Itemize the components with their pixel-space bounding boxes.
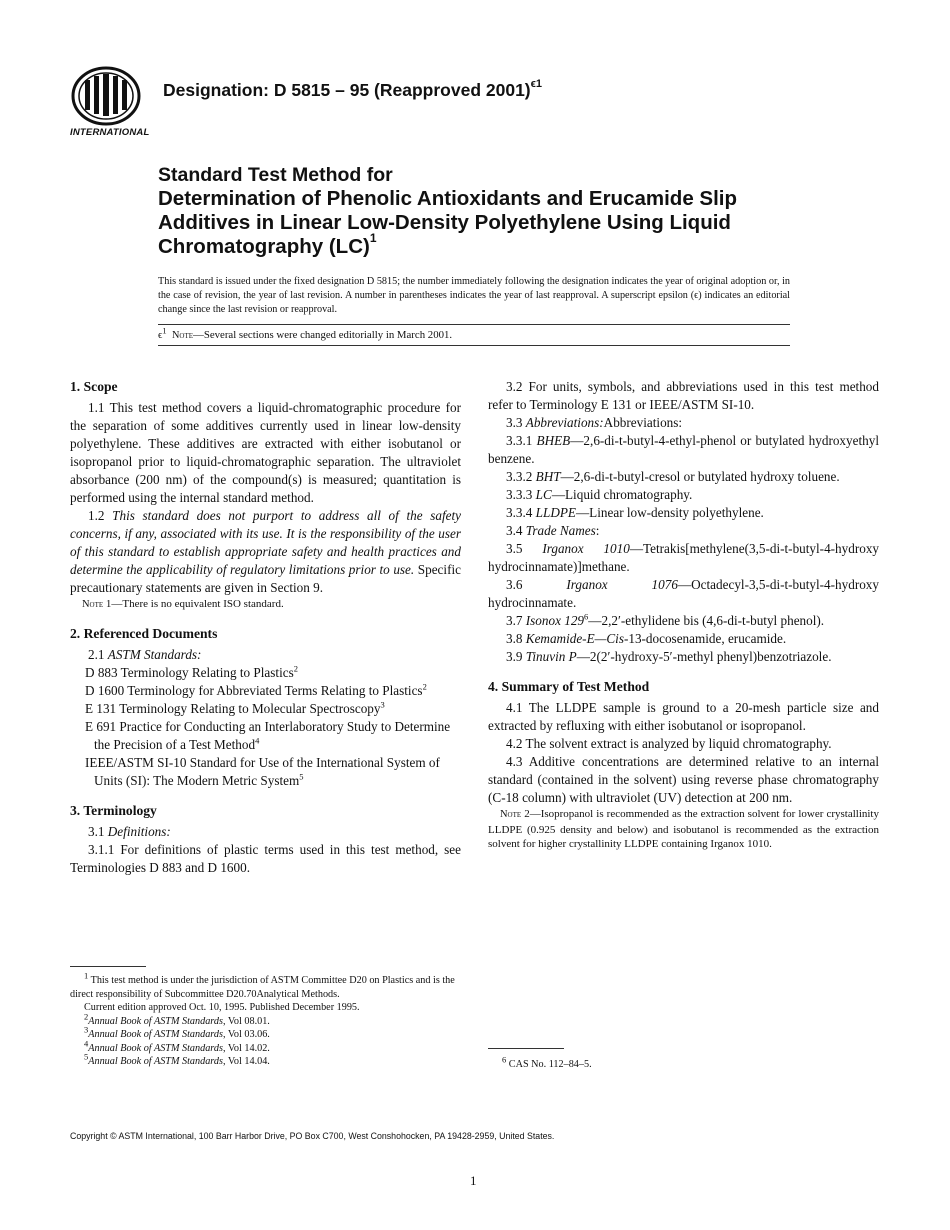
footnote-text: This test method is under the jurisdiction of ASTM Committee D20 on Plastics and is the direct responsibility of Subcommittee D20.70Analytical Methods.: [70, 975, 455, 1000]
left-column: [70, 378, 461, 889]
para-3-4: [488, 522, 879, 540]
footnotes-right: [488, 1054, 879, 1072]
section-scope: [70, 378, 461, 613]
ref-item-text: D 1600 Terminology for Abbreviated Terms Relating to Plastics: [85, 682, 423, 698]
ref-item-sup: 5: [299, 771, 304, 782]
footnote-5: [70, 1051, 461, 1069]
heading-scope: 1. Scope: [70, 379, 118, 394]
para-3-3-italic: Abbreviations:: [525, 415, 604, 430]
abbr-term: BHEB: [536, 433, 571, 448]
editorial-note-text: —Several sections were changed editorially in March 2001.: [193, 329, 453, 341]
title-footnote-ref: 1: [369, 231, 377, 246]
trade-item: [488, 576, 879, 612]
para-2-1-label: ASTM Standards:: [107, 646, 202, 662]
ref-item: [70, 700, 461, 718]
footnote-sup: 2: [84, 1011, 89, 1022]
astm-logo-icon: [68, 66, 150, 128]
title-line-1: Standard Test Method for: [158, 164, 393, 186]
issued-statement: This standard is issued under the fixed designation D 5815; the number immediately following the designation indicates the year of original adoption or, in the case of revision, the year of last revision. A number in parentheses indicates the year of last reapproval. A superscript epsilon (ϵ) indicates an editorial change since the last revision or reapproval.: [158, 276, 790, 315]
ref-item-sup: 3: [380, 699, 385, 710]
ref-item-text: IEEE/ASTM SI-10 Standard for Use of the International System of Units (SI): The Modern Metric System: [85, 754, 440, 788]
ref-item-sup: 2: [422, 681, 427, 692]
footnote-sup: 4: [84, 1038, 89, 1049]
heading-terminology: 3. Terminology: [70, 802, 157, 818]
footnote-3: [70, 1024, 461, 1042]
ref-item-sup: 2: [293, 663, 298, 674]
heading-summary: 4. Summary of Test Method: [488, 679, 650, 694]
abbr-def: —Linear low-density polyethylene.: [575, 505, 764, 520]
note-2-label: Note: [500, 809, 522, 820]
designation-text: Designation: D 5815 – 95 (Reapproved 2001): [163, 80, 531, 100]
para-1-2-italic: This standard does not purport to address all of the safety concerns, if any, associated with its use. It is the responsibility of the user of this standard to establish appropriate safety and health practices and determine the applicability of regulatory limitations prior to use.: [70, 508, 461, 577]
para-3-1-label: Definitions:: [107, 823, 171, 839]
abbr-item: [488, 432, 879, 468]
section-terminology-cont: [488, 378, 879, 666]
abbr-item: [488, 486, 879, 504]
section-summary: [488, 678, 879, 852]
footnote-rest: , Vol 14.02.: [222, 1042, 270, 1054]
trade-term: Kemamide-E—Cis: [525, 631, 624, 646]
abbr-def: —2,6-di-t-butyl-4-ethyl-phenol or butylated hydroxyethyl benzene.: [488, 433, 879, 466]
epsilon-sup: 1: [162, 325, 167, 336]
footnote-text: Annual Book of ASTM Standards: [88, 1015, 223, 1027]
para-1-2-num: 1.2: [88, 508, 113, 523]
para-3-1: [70, 823, 461, 841]
para-4-1: 4.1 The LLDPE sample is ground to a 20-mesh particle size and extracted by refluxing with either isobutanol or isopropanol.: [488, 700, 879, 733]
trade-def: —Octadecyl-3,5-di-t-butyl-4-hydroxy hydrocinnamate.: [488, 577, 879, 610]
footnote-text: CAS No. 112–84–5.: [506, 1059, 592, 1070]
footnote-2: [70, 1011, 461, 1029]
note-label: Note: [172, 330, 194, 341]
abbr-term: BHT: [535, 469, 561, 484]
footnote-text: Annual Book of ASTM Standards: [88, 1029, 223, 1040]
para-2-1-num: 2.1: [88, 646, 108, 662]
trade-def: -13-docosenamide, erucamide.: [623, 631, 787, 646]
title-line-3: Additives in Linear Low-Density Polyethylene Using Liquid: [158, 211, 731, 234]
footnote-sup: 1: [84, 970, 89, 981]
trade-def: —2,2′-ethylidene bis (4,6-di-t-butyl phenol).: [588, 613, 825, 628]
footnote-text: Current edition approved Oct. 10, 1995. Published December 1995.: [84, 1002, 360, 1013]
abbr-num: 3.3.1: [506, 433, 537, 448]
divider-bottom: [158, 345, 790, 346]
title-line-2: Determination of Phenolic Antioxidants and Erucamide Slip: [158, 187, 738, 210]
para-3-3-rest: Abbreviations:: [603, 415, 683, 430]
para-3-3-num: 3.3: [506, 415, 526, 430]
trade-num: 3.8: [506, 631, 526, 646]
para-1-1: 1.1 This test method covers a liquid-chromatographic procedure for the separation of some additives currently used in linear low-density polyethylene. These additives are extracted with either isobutanol or isopropanol prior to liquid-chromatographic separation. The ultraviolet absorbance (200 nm) of the compound(s) is measured; quantitation is performed using the internal standard method.: [70, 400, 461, 505]
trade-sup: 6: [584, 611, 589, 622]
footnote-text: Annual Book of ASTM Standards: [88, 1056, 223, 1067]
heading-referenced: 2. Referenced Documents: [70, 625, 218, 641]
trade-num: 3.5: [506, 541, 543, 556]
ref-item-text: E 131 Terminology Relating to Molecular Spectroscopy: [85, 700, 381, 716]
trade-num: 3.7: [506, 613, 526, 628]
ref-item: [70, 664, 461, 682]
para-3-1-num: 3.1: [88, 823, 108, 839]
section-terminology: [70, 802, 461, 877]
para-3-4-num: 3.4: [506, 523, 526, 538]
trade-term: Tinuvin P: [525, 649, 577, 664]
note-1: [70, 597, 461, 613]
note-1-text: 1—There is no equivalent ISO standard.: [103, 598, 284, 610]
footnotes-left: [70, 970, 461, 1069]
ref-item-text: D 883 Terminology Relating to Plastics: [85, 664, 294, 680]
footnote-6: [488, 1054, 879, 1072]
trade-def: —2(2′-hydroxy-5′-methyl phenyl)benzotriazole.: [576, 649, 832, 664]
divider-top: [158, 324, 790, 325]
trade-def: —Tetrakis[methylene(3,5-di-t-butyl-4-hydroxy hydrocinnamate)]methane.: [488, 541, 880, 574]
copyright-line: Copyright © ASTM International, 100 Barr Harbor Drive, PO Box C700, West Conshohocken, PA 19428-2959, United States.: [70, 1131, 555, 1141]
footnote-sup: 5: [84, 1051, 89, 1062]
trade-item: [488, 648, 879, 666]
note-1-label: Note: [82, 599, 104, 610]
logo-subtext: INTERNATIONAL: [70, 127, 150, 138]
trade-num: 3.9: [506, 649, 526, 664]
footnote-sup: 6: [502, 1054, 507, 1065]
ref-item-sup: 4: [255, 735, 260, 746]
document-title: [158, 163, 838, 259]
trade-item: [488, 630, 879, 648]
para-4-2: 4.2 The solvent extract is analyzed by liquid chromatography.: [506, 736, 832, 751]
para-3-4-rest: :: [595, 523, 600, 538]
designation: [163, 80, 542, 101]
editorial-note: [158, 325, 453, 341]
para-3-4-italic: Trade Names: [525, 523, 596, 538]
ref-item: [70, 682, 461, 700]
trade-num: 3.6: [506, 577, 567, 592]
para-2-1: [70, 646, 461, 664]
trade-term: Irganox 1076: [566, 577, 678, 592]
abbr-item: [488, 504, 879, 522]
para-4-3: 4.3 Additive concentrations are determined relative to an internal standard (contained in the solvent) using reverse phase chromatography (C-18 column) with ultraviolet (UV) detection at 200 nm.: [488, 754, 879, 805]
right-column: [488, 378, 879, 864]
footnote-rule-left: [70, 966, 146, 967]
ref-item-text: E 691 Practice for Conducting an Interlaboratory Study to Determine the Precision of a Test Method: [85, 718, 451, 752]
abbr-term: LLDPE: [535, 505, 576, 520]
title-line-4-text: Chromatography (LC): [158, 235, 370, 258]
abbr-num: 3.3.3: [506, 487, 536, 502]
trade-term: Isonox 129: [525, 613, 585, 628]
note-2-text: 2—Isopropanol is recommended as the extraction solvent for lower crystallinity LLDPE (0.925 density and below) and isobutanol is recommended as the extraction solvent for higher crystallinity LLDPE containing Irganox 1010.: [488, 808, 879, 850]
section-referenced-documents: [70, 625, 461, 790]
para-1-2-rest: Specific precautionary statements are given in Section 9.: [70, 562, 461, 595]
footnote-sup: 3: [84, 1024, 89, 1035]
para-3-2: 3.2 For units, symbols, and abbreviations used in this test method refer to Terminology E 131 or IEEE/ASTM SI-10.: [488, 379, 879, 412]
para-3-1-1: 3.1.1 For definitions of plastic terms used in this test method, see Terminologies D 883 and D 1600.: [70, 841, 461, 875]
para-3-3: [488, 414, 879, 432]
epsilon-mark: ϵ: [158, 329, 163, 341]
abbr-def: —2,6-di-t-butyl-cresol or butylated hydroxy toluene.: [560, 469, 840, 484]
ref-item: [70, 718, 461, 754]
designation-sup: ϵ1: [530, 78, 543, 91]
footnote-1b: [70, 1001, 461, 1015]
abbr-num: 3.3.2: [506, 469, 536, 484]
footnote-rest: , Vol 08.01.: [222, 1015, 270, 1027]
footnote-1: [70, 970, 461, 1001]
title-line-4: [158, 231, 838, 259]
footnote-4: [70, 1038, 461, 1056]
abbr-term: LC: [535, 487, 552, 502]
abbr-def: —Liquid chromatography.: [551, 487, 693, 502]
abbr-num: 3.3.4: [506, 505, 536, 520]
trade-item: [488, 612, 879, 630]
trade-item: [488, 540, 879, 576]
footnote-text: Annual Book of ASTM Standards: [88, 1042, 223, 1054]
para-1-2: [70, 507, 461, 597]
page-number: 1: [470, 1173, 477, 1188]
note-2: [488, 807, 879, 852]
ref-item: [70, 754, 461, 790]
footnote-rule-right: [488, 1048, 564, 1049]
footnote-rest: , Vol 14.04.: [222, 1056, 270, 1067]
trade-term: Irganox 1010: [542, 541, 630, 556]
footnote-rest: , Vol 03.06.: [222, 1029, 270, 1040]
abbr-item: [488, 468, 879, 486]
